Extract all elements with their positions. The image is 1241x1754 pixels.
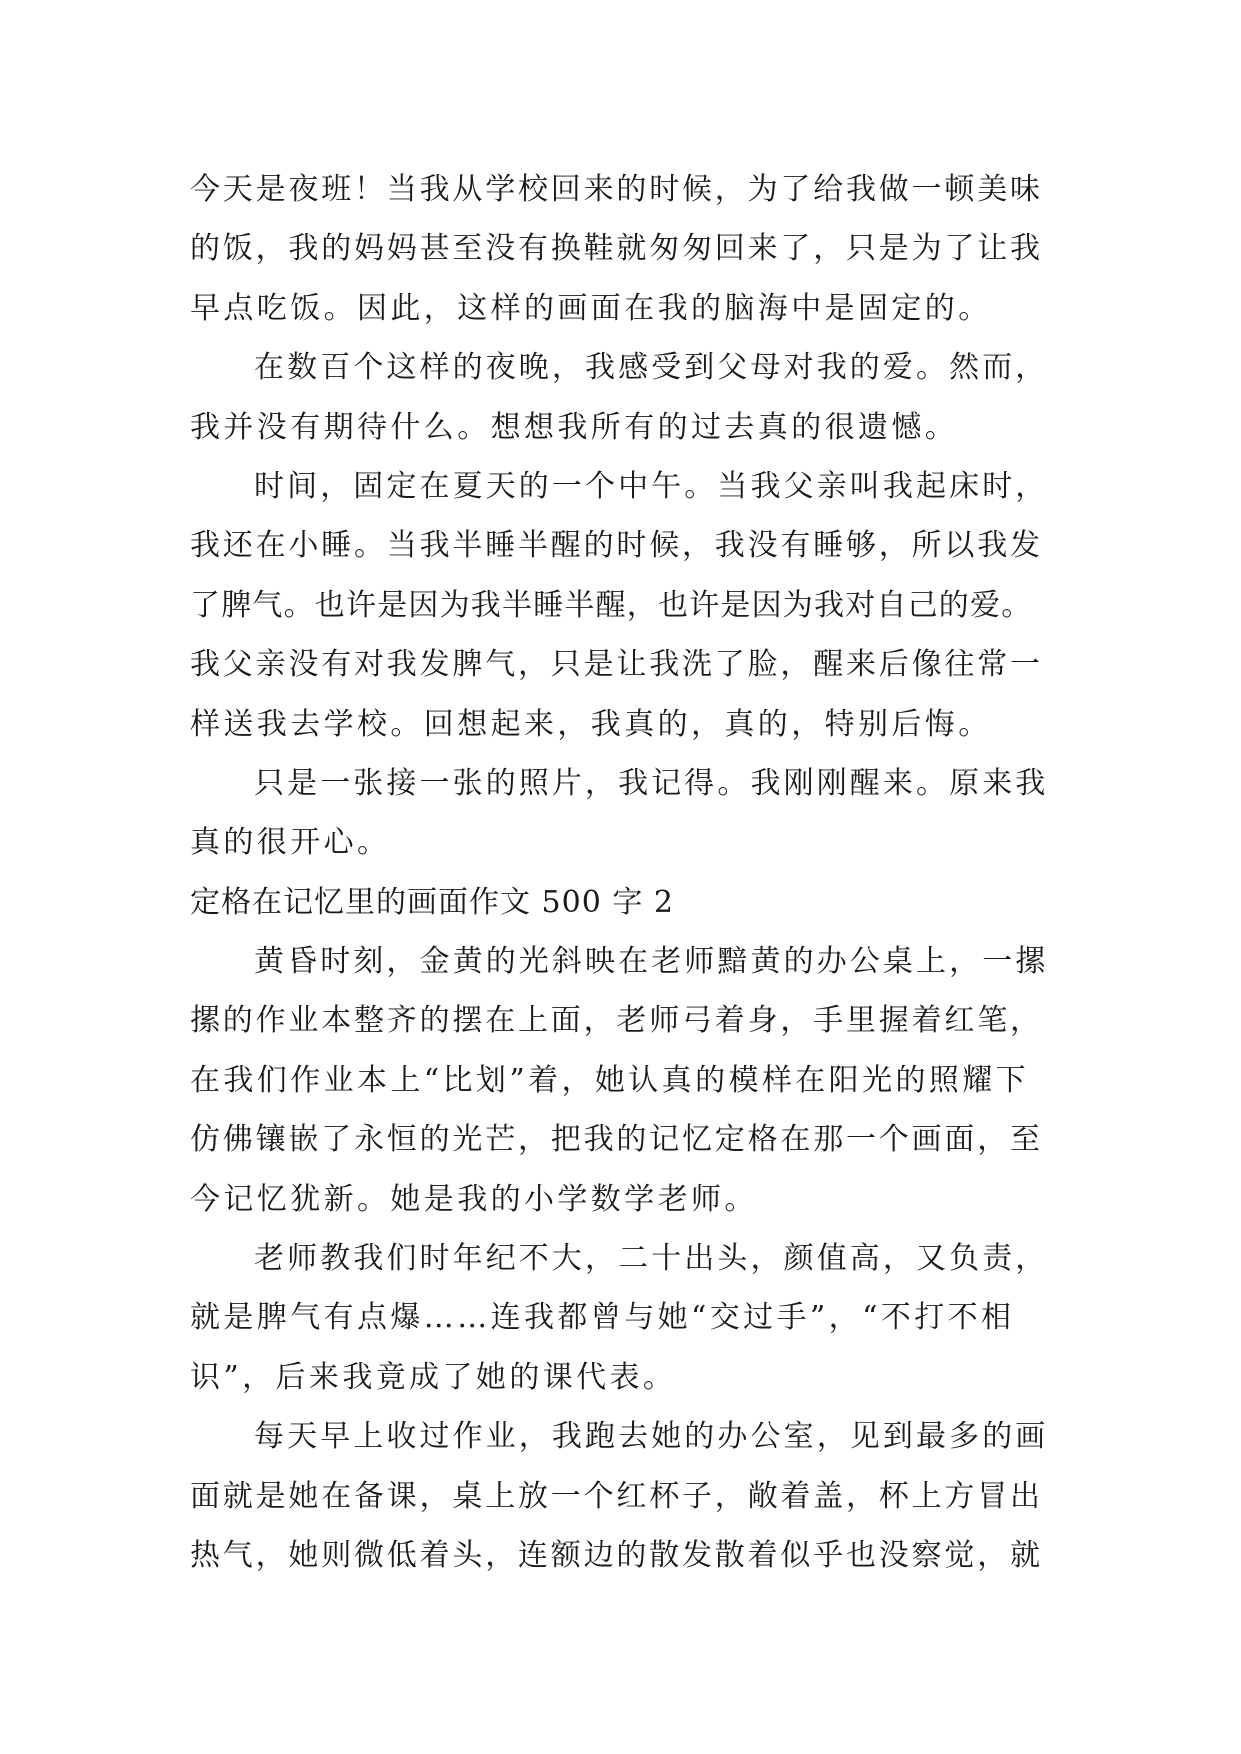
paragraph-start-line: 时间，固定在夏天的一个中午。当我父亲叫我起床时， xyxy=(254,468,1049,504)
text-line: 了脾气。也许是因为我半睡半醒，也许是因为我对自己的爱。 xyxy=(190,587,1033,623)
text-line: 今天是夜班！当我从学校回来的时候，为了给我做一顿美味 xyxy=(190,172,1043,207)
section-heading: 定格在记忆里的画面作文 500 字 2 xyxy=(190,884,674,920)
text-line: 我并没有期待什么。想想我所有的过去真的很遗憾。 xyxy=(190,409,959,445)
paragraph-start-line: 老师教我们时年纪不大，二十出头，颜值高，又负责， xyxy=(254,1241,1049,1277)
text-line: 就是脾气有点爆……连我都曾与她“交过手”，“不打不相 xyxy=(190,1300,1015,1336)
text-line: 的饭，我的妈妈甚至没有换鞋就匆匆回来了，只是为了让我 xyxy=(190,231,1043,267)
text-line: 摞的作业本整齐的摆在上面，老师弓着身，手里握着红笔， xyxy=(190,1003,1043,1039)
paragraph-start-line: 只是一张接一张的照片，我记得。我刚刚醒来。原来我 xyxy=(254,765,1049,801)
text-line: 真的很开心。 xyxy=(190,825,391,861)
text-line: 早点吃饭。因此，这样的画面在我的脑海中是固定的。 xyxy=(190,290,992,326)
paragraph-start-line: 每天早上收过作业，我跑去她的办公室，见到最多的画 xyxy=(254,1419,1049,1455)
text-line: 我父亲没有对我发脾气，只是让我洗了脸，醒来后像往常一 xyxy=(190,647,1043,683)
paragraph-start-line: 在数百个这样的夜晚，我感受到父母对我的爱。然而， xyxy=(254,350,1049,386)
text-line: 面就是她在备课，桌上放一个红杯子，敞着盖，杯上方冒出 xyxy=(190,1478,1043,1514)
text-line: 在我们作业本上“比划”着，她认真的模样在阳光的照耀下 xyxy=(190,1062,1030,1098)
document-body xyxy=(190,160,1050,1585)
text-line: 我还在小睡。当我半睡半醒的时候，我没有睡够，所以我发 xyxy=(190,528,1043,564)
text-line: 热气，她则微低着头，连额边的散发散着似乎也没察觉，就 xyxy=(190,1537,1043,1573)
text-line: 样送我去学校。回想起来，我真的，真的，特别后悔。 xyxy=(190,706,992,742)
text-line: 识”，后来我竟成了她的课代表。 xyxy=(190,1359,677,1395)
text-line: 仿佛镶嵌了永恒的光芒，把我的记忆定格在那一个画面，至 xyxy=(190,1122,1043,1158)
text-line: 今记忆犹新。她是我的小学数学老师。 xyxy=(190,1181,758,1217)
paragraph-start-line: 黄昏时刻，金黄的光斜映在老师黯黄的办公桌上，一摞 xyxy=(254,944,1049,980)
